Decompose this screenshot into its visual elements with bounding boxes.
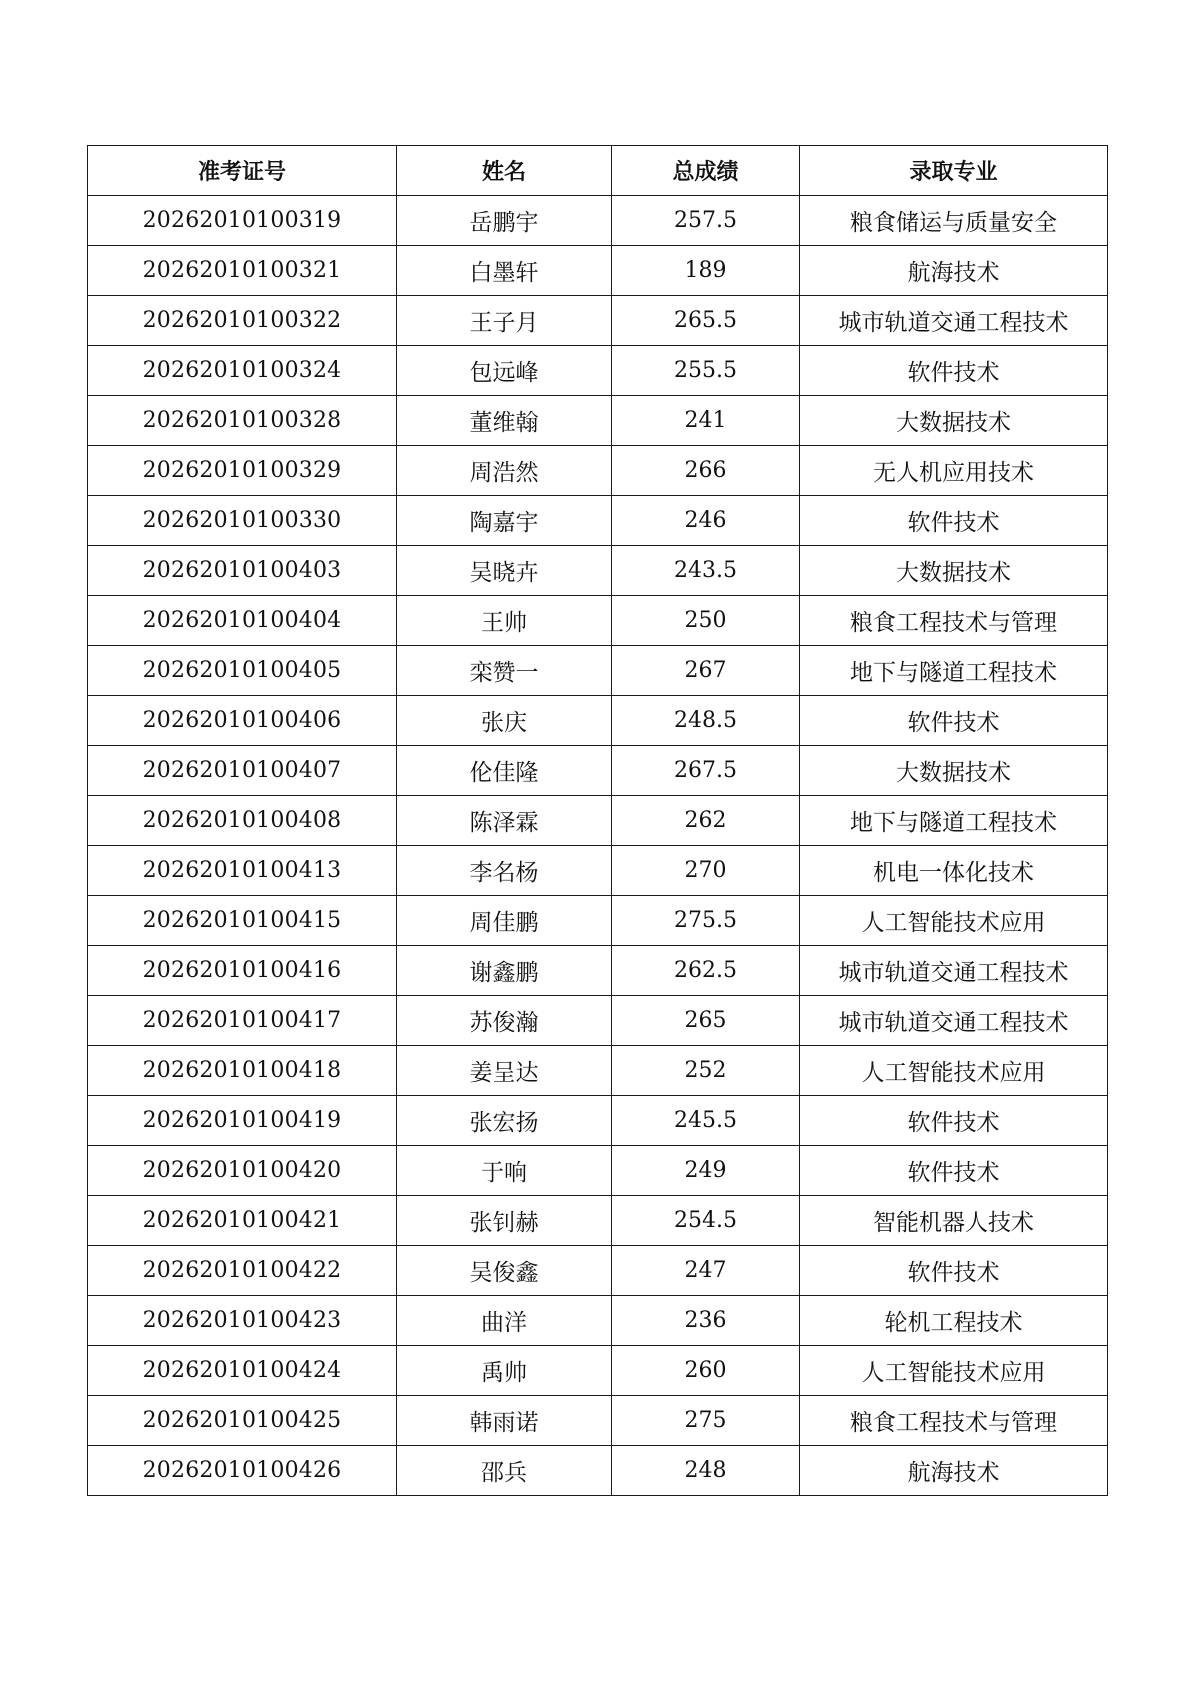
- cell-exam-id: 20262010100408: [88, 796, 397, 846]
- cell-admitted-major: 城市轨道交通工程技术: [800, 996, 1108, 1046]
- cell-name: 栾赞一: [397, 646, 612, 696]
- cell-admitted-major: 智能机器人技术: [800, 1196, 1108, 1246]
- cell-name: 陶嘉宇: [397, 496, 612, 546]
- cell-name: 吴晓卉: [397, 546, 612, 596]
- cell-total-score: 249: [612, 1146, 800, 1196]
- cell-exam-id: 20262010100413: [88, 846, 397, 896]
- cell-admitted-major: 人工智能技术应用: [800, 1346, 1108, 1396]
- cell-exam-id: 20262010100420: [88, 1146, 397, 1196]
- cell-total-score: 267.5: [612, 746, 800, 796]
- cell-exam-id: 20262010100404: [88, 596, 397, 646]
- cell-exam-id: 20262010100319: [88, 196, 397, 246]
- cell-name: 邵兵: [397, 1446, 612, 1496]
- table-row: [88, 496, 1108, 546]
- header-total-score: 总成绩: [612, 146, 800, 196]
- cell-total-score: 260: [612, 1346, 800, 1396]
- cell-name: 王子月: [397, 296, 612, 346]
- cell-admitted-major: 大数据技术: [800, 396, 1108, 446]
- table-row: [88, 196, 1108, 246]
- cell-total-score: 248.5: [612, 696, 800, 746]
- cell-exam-id: 20262010100421: [88, 1196, 397, 1246]
- table-row: [88, 1246, 1108, 1296]
- cell-total-score: 270: [612, 846, 800, 896]
- header-exam-id: 准考证号: [88, 146, 397, 196]
- table-row: [88, 1296, 1108, 1346]
- cell-total-score: 250: [612, 596, 800, 646]
- cell-exam-id: 20262010100415: [88, 896, 397, 946]
- cell-admitted-major: 软件技术: [800, 1096, 1108, 1146]
- cell-total-score: 241: [612, 396, 800, 446]
- table-header: [88, 146, 1108, 196]
- cell-admitted-major: 软件技术: [800, 1246, 1108, 1296]
- table-row: [88, 1046, 1108, 1096]
- cell-name: 于响: [397, 1146, 612, 1196]
- cell-name: 苏俊瀚: [397, 996, 612, 1046]
- cell-name: 白墨轩: [397, 246, 612, 296]
- table-row: [88, 646, 1108, 696]
- header-row: [88, 146, 1108, 196]
- cell-exam-id: 20262010100329: [88, 446, 397, 496]
- cell-admitted-major: 粮食储运与质量安全: [800, 196, 1108, 246]
- cell-name: 岳鹏宇: [397, 196, 612, 246]
- admission-results-table: [87, 145, 1108, 1496]
- cell-total-score: 262.5: [612, 946, 800, 996]
- cell-admitted-major: 大数据技术: [800, 746, 1108, 796]
- table-row: [88, 446, 1108, 496]
- cell-total-score: 189: [612, 246, 800, 296]
- cell-admitted-major: 大数据技术: [800, 546, 1108, 596]
- cell-admitted-major: 机电一体化技术: [800, 846, 1108, 896]
- cell-admitted-major: 轮机工程技术: [800, 1296, 1108, 1346]
- cell-total-score: 265.5: [612, 296, 800, 346]
- cell-exam-id: 20262010100424: [88, 1346, 397, 1396]
- cell-total-score: 267: [612, 646, 800, 696]
- cell-admitted-major: 城市轨道交通工程技术: [800, 296, 1108, 346]
- cell-admitted-major: 人工智能技术应用: [800, 896, 1108, 946]
- cell-exam-id: 20262010100403: [88, 546, 397, 596]
- cell-exam-id: 20262010100324: [88, 346, 397, 396]
- cell-exam-id: 20262010100322: [88, 296, 397, 346]
- cell-admitted-major: 无人机应用技术: [800, 446, 1108, 496]
- table-body: [88, 196, 1108, 1496]
- cell-total-score: 252: [612, 1046, 800, 1096]
- cell-name: 伦佳隆: [397, 746, 612, 796]
- cell-total-score: 265: [612, 996, 800, 1046]
- cell-name: 禹帅: [397, 1346, 612, 1396]
- table-row: [88, 696, 1108, 746]
- table-row: [88, 1196, 1108, 1246]
- table-row: [88, 896, 1108, 946]
- cell-name: 董维翰: [397, 396, 612, 446]
- cell-admitted-major: 粮食工程技术与管理: [800, 1396, 1108, 1446]
- cell-exam-id: 20262010100407: [88, 746, 397, 796]
- cell-admitted-major: 软件技术: [800, 1146, 1108, 1196]
- table-row: [88, 996, 1108, 1046]
- cell-total-score: 236: [612, 1296, 800, 1346]
- cell-total-score: 266: [612, 446, 800, 496]
- cell-exam-id: 20262010100330: [88, 496, 397, 546]
- cell-name: 陈泽霖: [397, 796, 612, 846]
- cell-exam-id: 20262010100425: [88, 1396, 397, 1446]
- cell-admitted-major: 地下与隧道工程技术: [800, 796, 1108, 846]
- table-row: [88, 796, 1108, 846]
- cell-admitted-major: 粮食工程技术与管理: [800, 596, 1108, 646]
- cell-name: 包远峰: [397, 346, 612, 396]
- cell-admitted-major: 软件技术: [800, 346, 1108, 396]
- cell-exam-id: 20262010100405: [88, 646, 397, 696]
- cell-name: 吴俊鑫: [397, 1246, 612, 1296]
- table-row: [88, 1396, 1108, 1446]
- cell-total-score: 243.5: [612, 546, 800, 596]
- table-row: [88, 1446, 1108, 1496]
- table-row: [88, 546, 1108, 596]
- table-row: [88, 1346, 1108, 1396]
- cell-name: 姜呈达: [397, 1046, 612, 1096]
- header-admitted-major: 录取专业: [800, 146, 1108, 196]
- cell-total-score: 257.5: [612, 196, 800, 246]
- cell-total-score: 248: [612, 1446, 800, 1496]
- cell-admitted-major: 人工智能技术应用: [800, 1046, 1108, 1096]
- table-row: [88, 1146, 1108, 1196]
- cell-admitted-major: 软件技术: [800, 496, 1108, 546]
- cell-name: 周浩然: [397, 446, 612, 496]
- table-row: [88, 396, 1108, 446]
- table-row: [88, 596, 1108, 646]
- table-row: [88, 346, 1108, 396]
- cell-exam-id: 20262010100423: [88, 1296, 397, 1346]
- cell-admitted-major: 航海技术: [800, 246, 1108, 296]
- cell-name: 张庆: [397, 696, 612, 746]
- cell-total-score: 246: [612, 496, 800, 546]
- cell-total-score: 245.5: [612, 1096, 800, 1146]
- cell-name: 张钊赫: [397, 1196, 612, 1246]
- cell-admitted-major: 软件技术: [800, 696, 1108, 746]
- cell-exam-id: 20262010100426: [88, 1446, 397, 1496]
- cell-total-score: 254.5: [612, 1196, 800, 1246]
- cell-exam-id: 20262010100416: [88, 946, 397, 996]
- table-row: [88, 846, 1108, 896]
- cell-exam-id: 20262010100406: [88, 696, 397, 746]
- cell-name: 张宏扬: [397, 1096, 612, 1146]
- cell-name: 韩雨诺: [397, 1396, 612, 1446]
- table-row: [88, 946, 1108, 996]
- cell-admitted-major: 航海技术: [800, 1446, 1108, 1496]
- cell-admitted-major: 地下与隧道工程技术: [800, 646, 1108, 696]
- cell-total-score: 275.5: [612, 896, 800, 946]
- cell-total-score: 255.5: [612, 346, 800, 396]
- table-row: [88, 1096, 1108, 1146]
- table-row: [88, 746, 1108, 796]
- cell-total-score: 262: [612, 796, 800, 846]
- cell-total-score: 275: [612, 1396, 800, 1446]
- cell-exam-id: 20262010100422: [88, 1246, 397, 1296]
- cell-exam-id: 20262010100321: [88, 246, 397, 296]
- cell-exam-id: 20262010100328: [88, 396, 397, 446]
- table-row: [88, 246, 1108, 296]
- cell-name: 李名杨: [397, 846, 612, 896]
- cell-name: 曲洋: [397, 1296, 612, 1346]
- cell-name: 周佳鹏: [397, 896, 612, 946]
- table-row: [88, 296, 1108, 346]
- header-name: 姓名: [397, 146, 612, 196]
- cell-exam-id: 20262010100418: [88, 1046, 397, 1096]
- cell-exam-id: 20262010100417: [88, 996, 397, 1046]
- cell-name: 王帅: [397, 596, 612, 646]
- cell-exam-id: 20262010100419: [88, 1096, 397, 1146]
- cell-total-score: 247: [612, 1246, 800, 1296]
- cell-admitted-major: 城市轨道交通工程技术: [800, 946, 1108, 996]
- cell-name: 谢鑫鹏: [397, 946, 612, 996]
